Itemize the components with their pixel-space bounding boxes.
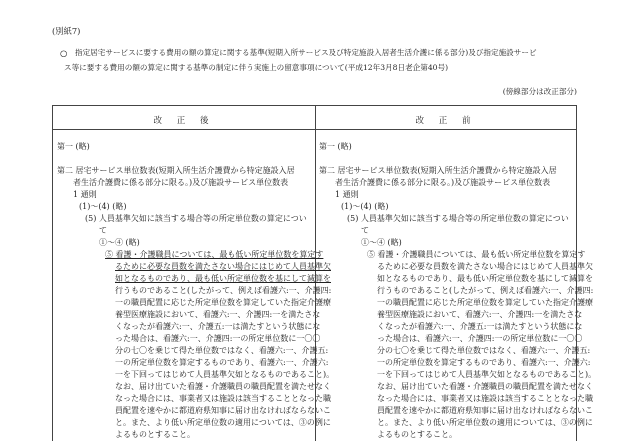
revised-line-19: 一を下回ってはじめて人員基準欠如となるものであること)。 — [115, 370, 335, 379]
current-line-7: て — [361, 226, 369, 235]
revised-line-14: 養型医療施設において、看護六:一、介護四:一を満たさな — [115, 310, 321, 319]
current-line-10: るために必要な員数を満たさない場合にはじめて人員基準欠 — [377, 262, 593, 271]
revised-column — [53, 130, 335, 442]
revised-line-13: 一の職員配置に応じた所定単位数を算定していた指定介護療 — [115, 298, 331, 307]
current-line-24: よるものとすること。 — [377, 430, 457, 439]
current-line-22: 員配置を速やかに都道府県知事に届け出なければならないこ — [377, 406, 593, 415]
current-line-3: 者生活介護費に係る部分に限る。)及び施設サービス単位数表 — [335, 178, 551, 187]
current-line-11: 如となるものであり、最も低い所定単位数を基にして減算を — [377, 274, 593, 283]
current-line-12: 行うものであること(したがって、例えば看護六:一、介護四: — [377, 286, 594, 295]
revised-line-15: くなったが看護六:一、介護五:一は満たすという状態にな — [115, 322, 321, 331]
revised-line-5: (1)〜(4) (略) — [79, 202, 127, 211]
revised-line-3: 者生活介護費に係る部分に限る。)及び施設サービス単位数表 — [73, 178, 289, 187]
current-line-2: 第二 居宅サービス単位数表(短期入所生活介護費から特定施設入居 — [319, 166, 557, 175]
revised-line-16: った場合は、看護六:一、介護四:一の所定単位数に一〇〇 — [115, 334, 321, 343]
revision-note: (傍線部分は改正部分) — [502, 87, 577, 96]
current-line-4: 1 通則 — [335, 190, 359, 199]
revised-line-8: ①〜④ (略) — [99, 238, 140, 247]
notice-title-line-1: 指定居宅サービスに要する費用の額の算定に関する基準(短期入所サービス及び特定施設入居者生活介護に係る部分)及び指定施設サービ — [75, 48, 537, 57]
current-line-14: 養型医療施設において、看護六:一、介護四:一を満たさな — [377, 310, 583, 319]
revised-line-20: なお、届け出ていた看護・介護職員の職員配置を満たせなく — [115, 382, 331, 391]
comparison-table — [52, 105, 597, 441]
notice-title-line-2: ス等に要する費用の額の算定に関する基準の制定に伴う実施上の留意事項について(平成12年3月8日老企第40号) — [64, 63, 449, 72]
current-line-16: った場合は、看護六:一、介護四:一の所定単位数に一〇〇 — [377, 334, 583, 343]
current-column — [315, 130, 597, 442]
revised-line-9: ⑤ 看護・介護職員については、最も低い所定単位数を算定す — [105, 250, 324, 259]
current-line-13: 一の職員配置に応じた所定単位数を算定していた指定介護療 — [377, 298, 593, 307]
current-line-9: ⑤ 看護・介護職員については、最も低い所定単位数を算定す — [367, 250, 586, 259]
current-line-8: ①〜④ (略) — [361, 238, 402, 247]
revised-line-7: て — [99, 226, 107, 235]
current-line-0: 第一 (略) — [319, 142, 352, 151]
current-line-23: と。また、より低い所定単位数の適用については、③の例に — [377, 418, 593, 427]
revised-line-12: 行うものであること(したがって、例えば看護六:一、介護四: — [115, 286, 332, 295]
bullet-mark: ○ — [60, 48, 68, 58]
revised-line-11: 如となるものであり、最も低い所定単位数を基にして減算を — [115, 274, 331, 283]
current-line-17: 分の七〇を乗じて得た単位数ではなく、看護六:一、介護五: — [377, 346, 591, 355]
current-line-5: (1)〜(4) (略) — [341, 202, 389, 211]
revised-line-23: と。また、より低い所定単位数の適用については、③の例に — [115, 418, 331, 427]
current-line-21: なった場合には、事業者又は施設は該当することとなった職 — [377, 394, 593, 403]
current-line-19: 一を下回ってはじめて人員基準欠如となるものであること)。 — [377, 370, 597, 379]
header-current: 改 正 前 — [415, 116, 477, 126]
revised-line-4: 1 通則 — [73, 190, 97, 199]
current-line-6: (5) 人員基準欠如に該当する場合等の所定単位数の算定につい — [347, 214, 569, 223]
revised-line-24: よるものとすること。 — [115, 430, 195, 439]
current-line-20: なお、届け出ていた看護・介護職員の職員配置を満たせなく — [377, 382, 593, 391]
revised-line-21: なった場合には、事業者又は施設は該当することとなった職 — [115, 394, 331, 403]
attachment-label: (別紙7) — [52, 26, 81, 36]
revised-line-10: るために必要な員数を満たさない場合にはじめて人員基準欠 — [115, 262, 331, 271]
current-line-18: 一の所定単位数を算定するものであり、看護六:一、介護六: — [377, 358, 591, 367]
revised-line-17: 分の七〇を乗じて得た単位数ではなく、看護六:一、介護五: — [115, 346, 329, 355]
revised-line-0: 第一 (略) — [57, 142, 90, 151]
current-line-15: くなったが看護六:一、介護五:一は満たすという状態にな — [377, 322, 583, 331]
revised-line-6: (5) 人員基準欠如に該当する場合等の所定単位数の算定につい — [85, 214, 307, 223]
revised-line-18: 一の所定単位数を算定するものであり、看護六:一、介護六: — [115, 358, 329, 367]
revised-line-22: 員配置を速やかに都道府県知事に届け出なければならないこ — [115, 406, 331, 415]
revised-line-2: 第二 居宅サービス単位数表(短期入所生活介護費から特定施設入居 — [57, 166, 295, 175]
header-revised: 改 正 後 — [153, 116, 215, 126]
